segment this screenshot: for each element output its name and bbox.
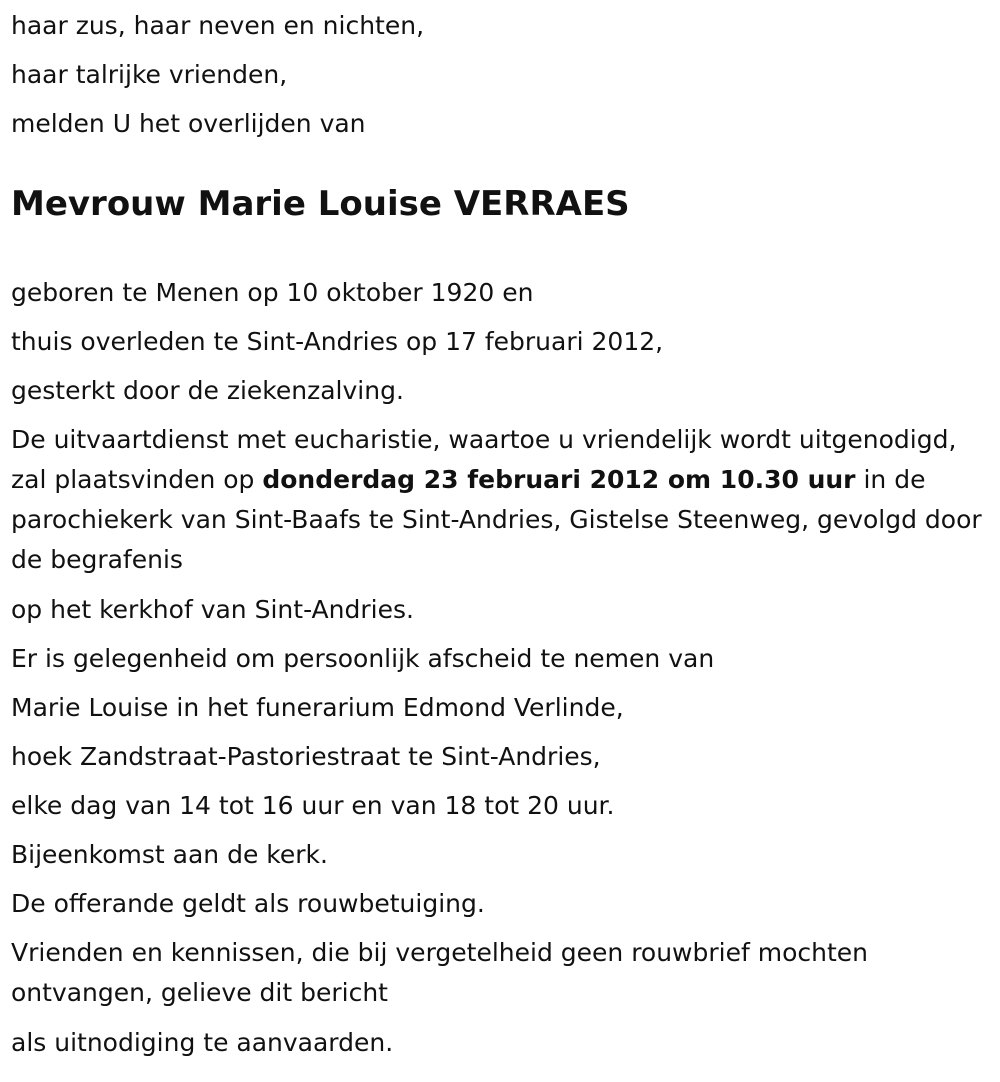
service-text-after: in de parochiekerk van Sint-Baafs te Sint-Andries, Gistelse Steenweg, gevolgd door de begrafenis	[11, 465, 982, 574]
invitation-line: als uitnodiging te aanvaarden.	[11, 1028, 394, 1057]
service-text-before: De uitvaartdienst met eucharistie, waartoe u vriendelijk wordt uitgenodigd, zal plaatsvinden op	[11, 425, 957, 494]
farewell-line-2: Marie Louise in het funerarium Edmond Verlinde,	[11, 693, 624, 722]
farewell-line-3: hoek Zandstraat-Pastoriestraat te Sint-Andries,	[11, 742, 601, 771]
farewell-line-1: Er is gelegenheid om persoonlijk afscheid te nemen van	[11, 644, 715, 673]
offering-line: De offerande geldt als rouwbetuiging.	[11, 889, 485, 918]
gathering-line: Bijeenkomst aan de kerk.	[11, 840, 328, 869]
service-date: donderdag 23 februari 2012 om 10.30 uur	[262, 465, 856, 494]
death-line: thuis overleden te Sint-Andries op 17 februari 2012,	[11, 327, 664, 356]
intro-line-friends: haar talrijke vrienden,	[11, 60, 288, 89]
sacrament-line: gesterkt door de ziekenzalving.	[11, 376, 404, 405]
intro-line-announce: melden U het overlijden van	[11, 109, 366, 138]
farewell-line-4: elke dag van 14 tot 16 uur en van 18 tot 20 uur.	[11, 791, 615, 820]
intro-block	[11, 6, 990, 153]
funeral-service-paragraph	[11, 420, 984, 580]
birth-line: geboren te Menen op 10 oktober 1920 en	[11, 278, 534, 307]
friends-paragraph: Vrienden en kennissen, die bij vergetelheid geen rouwbrief mochten ontvangen, gelieve dit bericht	[11, 938, 868, 1007]
obituary-body	[11, 273, 984, 1072]
deceased-name-heading: Mevrouw Marie Louise VERRAES	[11, 184, 630, 224]
intro-line-family: haar zus, haar neven en nichten,	[11, 11, 425, 40]
burial-line: op het kerkhof van Sint-Andries.	[11, 595, 414, 624]
